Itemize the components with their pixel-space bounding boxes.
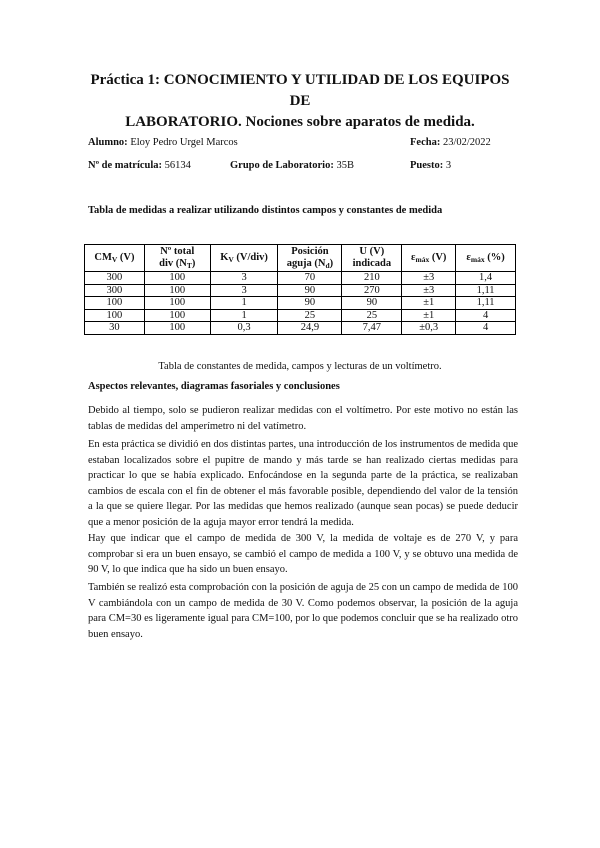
table-cell: 100 xyxy=(144,297,210,310)
date-label: Fecha: xyxy=(410,137,441,148)
page-title xyxy=(80,70,520,133)
col-header-total-div: Nº total div $(N_T)$ xyxy=(144,245,210,272)
table-cell: 24,9 xyxy=(278,322,342,335)
table-row xyxy=(85,284,516,297)
student-label: Alumno: xyxy=(88,137,128,148)
table-cell: ±1 xyxy=(402,309,456,322)
table-cell: 1,11 xyxy=(456,284,516,297)
table-row xyxy=(85,297,516,310)
title-line-1: Práctica 1: CONOCIMIENTO Y UTILIDAD DE LOS EQUIPOS DE xyxy=(90,72,510,109)
table-cell: 3 xyxy=(210,272,278,285)
table-cell: 100 xyxy=(144,322,210,335)
col-header-max-error-v: $\varepsilon_{máx}$ (V) xyxy=(402,245,456,272)
table-cell: ±3 xyxy=(402,272,456,285)
table-row xyxy=(85,272,516,285)
table-caption: Tabla de constantes de medida, campos y lecturas de un voltímetro. xyxy=(158,361,442,372)
table-row xyxy=(85,309,516,322)
table-cell: 4 xyxy=(456,309,516,322)
seat-value: 3 xyxy=(445,160,452,171)
paragraph-3: Hay que indicar que el campo de medida de 300 V, la medida de voltaje es de 270 V, y para comprobar si era un buen ensayo, se cambió el campo de medida a 100 V, y se obtuvo una medida de 90 V, lo que indica que ha sido un buen ensayo. xyxy=(88,533,518,575)
table-cell: 1,11 xyxy=(456,297,516,310)
date-value: 23/02/2022 xyxy=(442,137,491,148)
group-value: 35B xyxy=(336,160,354,171)
paragraph-2: En esta práctica se dividió en dos distintas partes, una introducción de los instrumentos de medida que estaban localizados sobre el pupitre de mando y más tarde se han realizado ciertas medidas para practicar lo que se había explicado. Enfocándose en la segunda parte de la práctica, se realizaban cambios de escala con el fin de obtener el más favorable posible, dependiendo del valor de la tensión a la que se quiere llegar. Por las medidas que hemos realizado (aunque sean pocas) se puede deducir que a menor posición de la aguja mayor error tendrá la medida. xyxy=(88,439,518,528)
table-header-row xyxy=(85,245,516,272)
col-header-cm: $CM_V$ (V) xyxy=(85,245,145,272)
table-cell: 1 xyxy=(210,297,278,310)
table-cell: 7,47 xyxy=(342,322,402,335)
table-cell: 90 xyxy=(342,297,402,310)
table-cell: 100 xyxy=(144,309,210,322)
id-value: 56134 xyxy=(164,160,191,171)
table-cell: 270 xyxy=(342,284,402,297)
table-cell: 1,4 xyxy=(456,272,516,285)
table-cell: 100 xyxy=(144,272,210,285)
col-header-voltage: U (V) indicada xyxy=(342,245,402,272)
paragraph-1: Debido al tiempo, solo se pudieron realizar medidas con el voltímetro. Por este motivo no están las tablas de medidas del amperímetro ni del vatímetro. xyxy=(88,405,518,432)
section-heading: Aspectos relevantes, diagramas fasoriales y conclusiones xyxy=(88,381,340,392)
table-cell: 100 xyxy=(85,309,145,322)
id-label: Nº de matrícula: xyxy=(88,160,163,171)
table-cell: 90 xyxy=(278,297,342,310)
group-label: Grupo de Laboratorio: xyxy=(230,160,334,171)
seat-field xyxy=(410,160,451,171)
date-field xyxy=(410,137,491,148)
table-cell: 90 xyxy=(278,284,342,297)
group-field xyxy=(230,160,354,171)
title-line-2: LABORATORIO. Nociones sobre aparatos de medida. xyxy=(125,114,475,130)
col-header-kv: $K_V$ (V/div) xyxy=(210,245,278,272)
table-cell: 4 xyxy=(456,322,516,335)
table-cell: 0,3 xyxy=(210,322,278,335)
paragraph-4: También se realizó esta comprobación con la posición de aguja de 25 con un campo de medida de 100 V cambiándola con un campo de medida de 30 V. Como podemos observar, la posición de la aguja para CM=30 es ligeramente igual para CM=100, por lo que podemos concluir que se ha realizado otro buen ensayo. xyxy=(88,582,518,640)
measurements-table xyxy=(84,244,516,335)
table-row xyxy=(85,322,516,335)
table-cell: ±0,3 xyxy=(402,322,456,335)
table-cell: 1 xyxy=(210,309,278,322)
table-title: Tabla de medidas a realizar utilizando distintos campos y constantes de medida xyxy=(88,205,443,216)
seat-label: Puesto: xyxy=(410,160,444,171)
table-cell: 3 xyxy=(210,284,278,297)
table-cell: 100 xyxy=(85,297,145,310)
student-value: Eloy Pedro Urgel Marcos xyxy=(130,137,238,148)
student-field xyxy=(88,137,238,148)
table-cell: 30 xyxy=(85,322,145,335)
table-cell: 300 xyxy=(85,272,145,285)
id-field xyxy=(88,160,191,171)
table-cell: 100 xyxy=(144,284,210,297)
table-cell: 70 xyxy=(278,272,342,285)
col-header-max-error-pct: $\varepsilon_{máx}$ (%) xyxy=(456,245,516,272)
table-cell: 300 xyxy=(85,284,145,297)
table-cell: 210 xyxy=(342,272,402,285)
table-cell: 25 xyxy=(342,309,402,322)
table-cell: 25 xyxy=(278,309,342,322)
col-header-needle-position: Posición aguja $(N_d)$ xyxy=(278,245,342,272)
table-cell: ±1 xyxy=(402,297,456,310)
table-cell: ±3 xyxy=(402,284,456,297)
